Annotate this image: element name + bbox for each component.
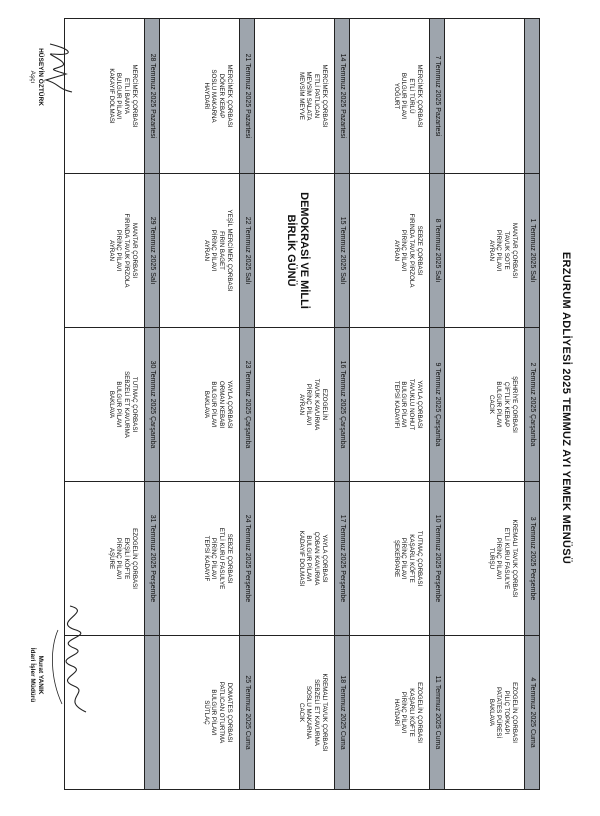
dish-item: BULGUR PİLAVI (115, 381, 123, 428)
dish-item: BULGUR PİLAVI (210, 381, 218, 428)
dish-item: ETLİ KURU FASULYE (218, 527, 226, 590)
dish-item: SOSLU MAKARNA (210, 69, 218, 123)
day-menu-cell (255, 327, 334, 481)
dish-item: PİRİNÇ PİLAVI (400, 537, 408, 580)
dish-item: TAVUKLU NOHUT (408, 378, 416, 431)
dish-item: KAŞARLI KÖFTE (408, 688, 416, 737)
dish-item: SOSLU MAKARNA (305, 685, 313, 740)
dish-item: MANTAR ÇORBASI (131, 222, 138, 279)
day-menu-cell (445, 19, 524, 173)
dish-item: ÇİFTLİK KEBAP (503, 381, 511, 428)
dish-item: AYRAN (297, 394, 305, 415)
dish-item: EZOGELİN (321, 388, 328, 421)
dish-item: BULGUR PİLAVI (495, 381, 503, 428)
day-menu-cell (160, 173, 239, 327)
dish-item: AŞURE (107, 547, 115, 570)
dish-item: BULGUR PİLAVI (115, 72, 123, 120)
dish-item: ŞEHRİYE ÇORBASI (511, 376, 518, 433)
holiday-line: BİRLİK GÜNÜ (285, 214, 297, 287)
dish-item: YOĞURT (392, 82, 400, 110)
day-date: 17 Temmuz 2025 Perşembe (335, 481, 349, 635)
day-date: 7 Temmuz 2025 Pazartesi (434, 55, 441, 137)
dish-item: YAYLA ÇORBASI (321, 534, 328, 583)
dish-item: PİRİNÇ PİLAVI (495, 537, 503, 580)
day-date: 14 Temmuz 2025 Pazartesi (339, 53, 346, 139)
dish-item: PATATES PÜRESİ (495, 686, 503, 739)
manager-role: İdari İşler Müdürü (29, 647, 36, 703)
week-menu-row (160, 19, 240, 789)
dish-item: ETLİ BAMYA (123, 78, 131, 114)
dish-item: BULGUR PİLAVI (210, 689, 218, 736)
dish-item: SEBZELİ ET KAVURMA (123, 371, 131, 438)
day-date: 23 Temmuz 2025 Çarşamba (240, 327, 254, 481)
dish-item: TUTMAÇ ÇORBASI (131, 376, 138, 433)
dish-item: PATLICAN OTURTMA (218, 681, 226, 744)
day-date: 21 Temmuz 2025 Pazartesi (244, 53, 251, 139)
day-menu-cell (445, 327, 524, 481)
holiday-line: DEMOKRASİ VE MİLLİ (298, 192, 310, 309)
day-menu-cell (160, 635, 239, 789)
dish-item: PİRİNÇ PİLAVI (115, 229, 123, 272)
dish-item: EZOGELİN ÇORBASI (131, 528, 138, 589)
menu-title: ERZURUM ADLİYESİ 2025 TEMMUZ AYI YEMEK MENÜSÜ (560, 251, 572, 565)
dish-item: CACIK (487, 395, 495, 414)
dish-item: TEPSİ KADAYIFI (392, 380, 400, 429)
dish-item: CACIK (297, 703, 305, 722)
dish-item: MERCİMEK ÇORBASI (416, 64, 423, 128)
dish-item: TUTMAÇ ÇORBASI (416, 530, 423, 587)
day-date: 31 Temmuz 2025 Perşembe (145, 481, 159, 635)
day-menu-cell (160, 481, 239, 635)
week-header-row (335, 19, 350, 789)
dish-item: PİRİNÇ PİLAVI (305, 383, 313, 426)
dish-item: TAVUK SOTE (503, 231, 511, 270)
dish-item: TEPSİ KADAYIF (202, 535, 210, 582)
dish-item: EKŞİLİ KÖFTE (123, 537, 131, 580)
day-menu-cell (255, 19, 334, 173)
manager-signature (40, 600, 110, 720)
manager-name: Murat YANIK (37, 655, 44, 695)
dish-item: MEVSİM MEYVE (297, 72, 305, 120)
dish-item: HAYDARİ (392, 698, 400, 727)
dish-item: FIRINDA TAVUK PİRZOLA (408, 213, 416, 288)
day-date: 18 Temmuz 2025 Cuma (335, 635, 349, 789)
day-date: 25 Temmuz 2025 Cuma (240, 635, 254, 789)
menu-table (64, 18, 540, 790)
day-date (525, 19, 539, 173)
dish-item: KAKAYIF DOLMASI (107, 68, 115, 124)
week-menu-row (445, 19, 525, 789)
dish-item: BAKLAVA (107, 390, 115, 419)
day-menu-cell (160, 327, 239, 481)
dish-item: TURŞU (487, 547, 495, 570)
day-menu-cell (255, 173, 334, 327)
dish-item: ETLİ KURU FASULYE (503, 527, 511, 590)
week-header-row (240, 19, 255, 789)
dish-item: ETLİ TÜRLÜ (408, 78, 416, 114)
day-menu-cell (445, 635, 524, 789)
dish-item: MERCİMEK ÇORBASI (131, 64, 138, 128)
day-date: 3 Temmuz 2025 Perşembe (525, 481, 539, 635)
day-menu-cell (350, 173, 429, 327)
dish-item: BULGUR PİLAVI (305, 535, 313, 582)
day-menu-cell (445, 173, 524, 327)
day-date: 22 Temmuz 2025 Salı (240, 173, 254, 327)
holiday-label (284, 174, 328, 327)
dish-item: SEBZELİ ET KAVURMA (313, 679, 321, 746)
dish-item: MANTAR ÇORBASI (511, 222, 518, 279)
day-date: 9 Temmuz 2025 Çarşamba (430, 327, 444, 481)
dish-item: EZOGELİN ÇORBASI (511, 682, 518, 743)
dish-item: EZOGELİN ÇORBASI (416, 682, 423, 743)
dish-item: SEBZE ÇORBASI (416, 225, 423, 276)
day-date: 11 Temmuz 2025 Cuma (430, 635, 444, 789)
dish-item: HAYDARİ (202, 82, 210, 110)
chef-signature (40, 40, 80, 110)
dish-item: ŞEKERPARE (392, 539, 400, 578)
day-date: 24 Temmuz 2025 Perşembe (240, 481, 254, 635)
dish-item: YEŞİL MERCİMEK ÇORBASI (226, 209, 233, 292)
day-date: 16 Temmuz 2025 Çarşamba (335, 327, 349, 481)
day-menu-cell (350, 481, 429, 635)
day-date: 30 Temmuz 2025 Çarşamba (145, 327, 159, 481)
dish-item: SÜTLAÇ (202, 700, 210, 725)
day-menu-cell (350, 327, 429, 481)
chef-name: HÜSEYİN ÖZTÜRK (37, 48, 44, 106)
dish-item: ÇOBAN KAVURMA (313, 531, 321, 586)
dish-item: ORMAN KEBABI (218, 380, 226, 429)
day-menu-cell (350, 635, 429, 789)
week-menu-row (350, 19, 430, 789)
dish-item: FIRINDA TAVUK PİRZOLA (123, 213, 131, 288)
dish-item: PİLİÇ TOPKAPI (503, 690, 511, 735)
dish-item: PİRİNÇ PİLAVI (210, 537, 218, 580)
dish-item: BULGUR PİLAVI (400, 381, 408, 428)
dish-item: ETLİ PATLICAN (313, 73, 321, 119)
manager-signature-block (28, 615, 44, 735)
dish-item: PİRİNÇ PİLAVI (400, 691, 408, 734)
day-menu-cell (65, 327, 144, 481)
day-menu-cell (255, 635, 334, 789)
dish-item: FIRIN BAGET (218, 231, 226, 270)
dish-item: TAVUK KAVURMA (313, 378, 321, 431)
day-date (145, 635, 159, 789)
day-menu-cell (160, 19, 239, 173)
dish-item: MEVSİM SALATA (305, 71, 313, 121)
chef-signature-block (28, 22, 44, 132)
week-menu-row (255, 19, 335, 789)
dish-item: AYRAN (107, 240, 115, 261)
day-menu-cell (65, 173, 144, 327)
day-date: 1 Temmuz 2025 Salı (525, 173, 539, 327)
week-header-row (430, 19, 445, 789)
day-menu-cell (445, 481, 524, 635)
dish-item: MERCİMEK ÇORBASI (321, 64, 328, 128)
dish-item: AYRAN (202, 240, 210, 261)
dish-item: AYRAN (487, 240, 495, 261)
dish-item: PİRİNÇ PİLAVI (210, 229, 218, 272)
day-date: 10 Temmuz 2025 Perşembe (430, 481, 444, 635)
day-date: 2 Temmuz 2025 Çarşamba (525, 327, 539, 481)
day-date: 8 Temmuz 2025 Salı (430, 173, 444, 327)
dish-item: PİRİNÇ PİLAVI (400, 229, 408, 272)
day-date: 4 Temmuz 2025 Cuma (525, 635, 539, 789)
day-menu-cell (350, 19, 429, 173)
dish-item: BAKLAVA (202, 390, 210, 419)
dish-item: MERCİMEK ÇORBASI (226, 64, 233, 128)
dish-item: BULGUR PİLAVI (400, 72, 408, 120)
day-date: 15 Temmuz 2025 Salı (335, 173, 349, 327)
day-menu-cell (255, 481, 334, 635)
chef-role: Aşçı (29, 70, 36, 84)
dish-item: AYRAN (392, 240, 400, 261)
week-header-row (145, 19, 160, 789)
day-date: 28 Temmuz 2025 Pazartesi (149, 53, 156, 139)
day-date: 29 Temmuz 2025 Salı (145, 173, 159, 327)
dish-item: YAYLA ÇORBASI (416, 380, 423, 429)
dish-item: BAKLAVA (487, 698, 495, 727)
dish-item: DOMATES ÇORBASI (226, 682, 233, 743)
dish-item: PİRİNÇ PİLAVI (115, 537, 123, 580)
dish-item: KREMALI TAVUK ÇORBASI (511, 519, 518, 598)
dish-item: YAYLA ÇORBASI (226, 380, 233, 429)
week-header-row (525, 19, 539, 789)
dish-item: KAŞARLI KÖFTE (408, 534, 416, 583)
dish-item: PİRİNÇ PİLAVI (495, 229, 503, 272)
dish-item: SEBZE ÇORBASI (226, 533, 233, 584)
dish-item: KREMALI TAVUK ÇORBASI (321, 673, 328, 752)
dish-item: KADAYIF DOLMASI (297, 530, 305, 587)
dish-item: DÖNER KEBAP (218, 73, 226, 119)
